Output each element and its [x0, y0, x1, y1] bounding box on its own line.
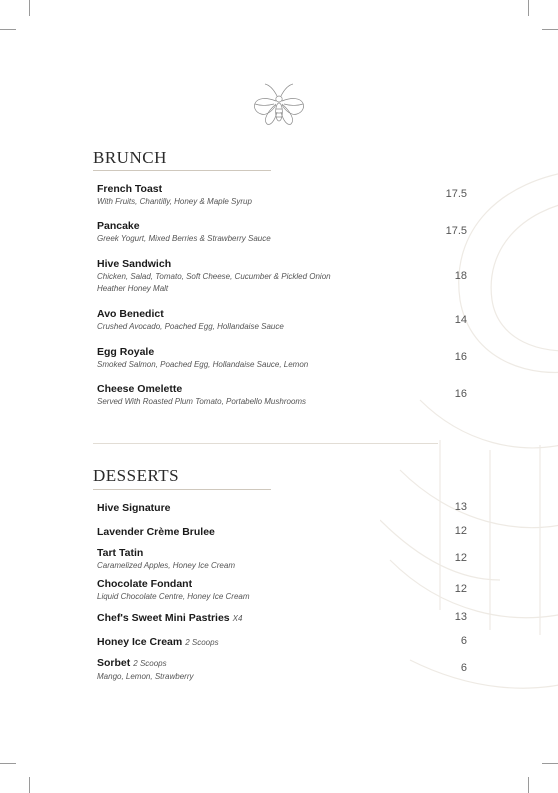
menu-item: [97, 501, 467, 515]
item-description: Caramelized Apples, Honey Ice Cream: [97, 561, 235, 570]
item-note: X4: [232, 614, 243, 623]
item-description: Greek Yogurt, Mixed Berries & Strawberry Sauce: [97, 234, 271, 243]
item-name-text: Chef's Sweet Mini Pastries: [97, 612, 230, 624]
menu-item: [97, 577, 467, 603]
item-note: 2 Scoops: [185, 638, 219, 647]
item-price: 12: [454, 525, 467, 537]
menu-item: [97, 345, 467, 371]
desserts-title-rule: [93, 489, 271, 490]
bee-logo-icon: [247, 82, 311, 128]
menu-item: [97, 307, 467, 333]
menu-item: [97, 611, 467, 626]
crop-mark-bottom-left-h: [0, 763, 16, 764]
item-name: Pancake: [97, 220, 140, 232]
menu-item: [97, 656, 467, 683]
item-note: 2 Scoops: [133, 659, 167, 668]
item-description-line-2: Heather Honey Malt: [97, 284, 169, 293]
item-name: Hive Signature: [97, 502, 171, 514]
crop-mark-top-right-v: [528, 0, 529, 16]
item-name: Cheese Omelette: [97, 383, 183, 395]
item-description: Mango, Lemon, Strawberry: [97, 672, 194, 681]
brunch-title-rule: [93, 170, 271, 171]
menu-item: [97, 546, 467, 572]
item-name: Tart Tatin: [97, 547, 144, 559]
item-name: French Toast: [97, 183, 163, 195]
crop-mark-bottom-left-v: [29, 777, 30, 793]
item-name: Chocolate Fondant: [97, 578, 193, 590]
item-name: [97, 635, 467, 650]
menu-item: [97, 635, 467, 650]
item-name: [97, 656, 467, 671]
item-price: 12: [454, 583, 467, 595]
crop-mark-top-left-h: [0, 29, 16, 30]
section-divider: [93, 443, 438, 444]
item-price: 6: [460, 662, 467, 674]
item-price: 13: [454, 501, 467, 513]
item-name: Hive Sandwich: [97, 258, 172, 270]
item-name: Lavender Crème Brulee: [97, 526, 215, 538]
item-price: 14: [454, 314, 467, 326]
item-name: [97, 611, 467, 626]
item-price: 6: [460, 635, 467, 647]
item-description: Chicken, Salad, Tomato, Soft Cheese, Cucumber & Pickled Onion: [97, 272, 331, 281]
crop-mark-top-left-v: [29, 0, 30, 16]
item-price: 17.5: [445, 188, 467, 200]
item-price: 18: [454, 270, 467, 282]
menu-item: [97, 382, 467, 408]
item-description: Smoked Salmon, Poached Egg, Hollandaise Sauce, Lemon: [97, 360, 309, 369]
crop-mark-bottom-right-v: [528, 777, 529, 793]
item-name-text: Honey Ice Cream: [97, 636, 183, 648]
crop-mark-top-right-h: [542, 29, 558, 30]
menu-item: [97, 257, 467, 295]
item-price: 16: [454, 351, 467, 363]
item-name: Avo Benedict: [97, 308, 164, 320]
item-description: Liquid Chocolate Centre, Honey Ice Cream: [97, 592, 250, 601]
menu-item: [97, 182, 467, 208]
item-description: With Fruits, Chantilly, Honey & Maple Syrup: [97, 197, 252, 206]
item-price: 17.5: [445, 225, 467, 237]
menu-item: [97, 525, 467, 539]
item-name-text: Sorbet: [97, 657, 131, 669]
section-title-brunch: BRUNCH: [93, 148, 167, 167]
item-price: 13: [454, 611, 467, 623]
menu-item: [97, 219, 467, 245]
item-price: 16: [454, 388, 467, 400]
item-price: 12: [454, 552, 467, 564]
item-name: Egg Royale: [97, 346, 155, 358]
section-title-desserts: DESSERTS: [93, 466, 180, 485]
item-description: Served With Roasted Plum Tomato, Portabello Mushrooms: [97, 397, 307, 406]
crop-mark-bottom-right-h: [542, 763, 558, 764]
item-description: Crushed Avocado, Poached Egg, Hollandaise Sauce: [97, 322, 284, 331]
